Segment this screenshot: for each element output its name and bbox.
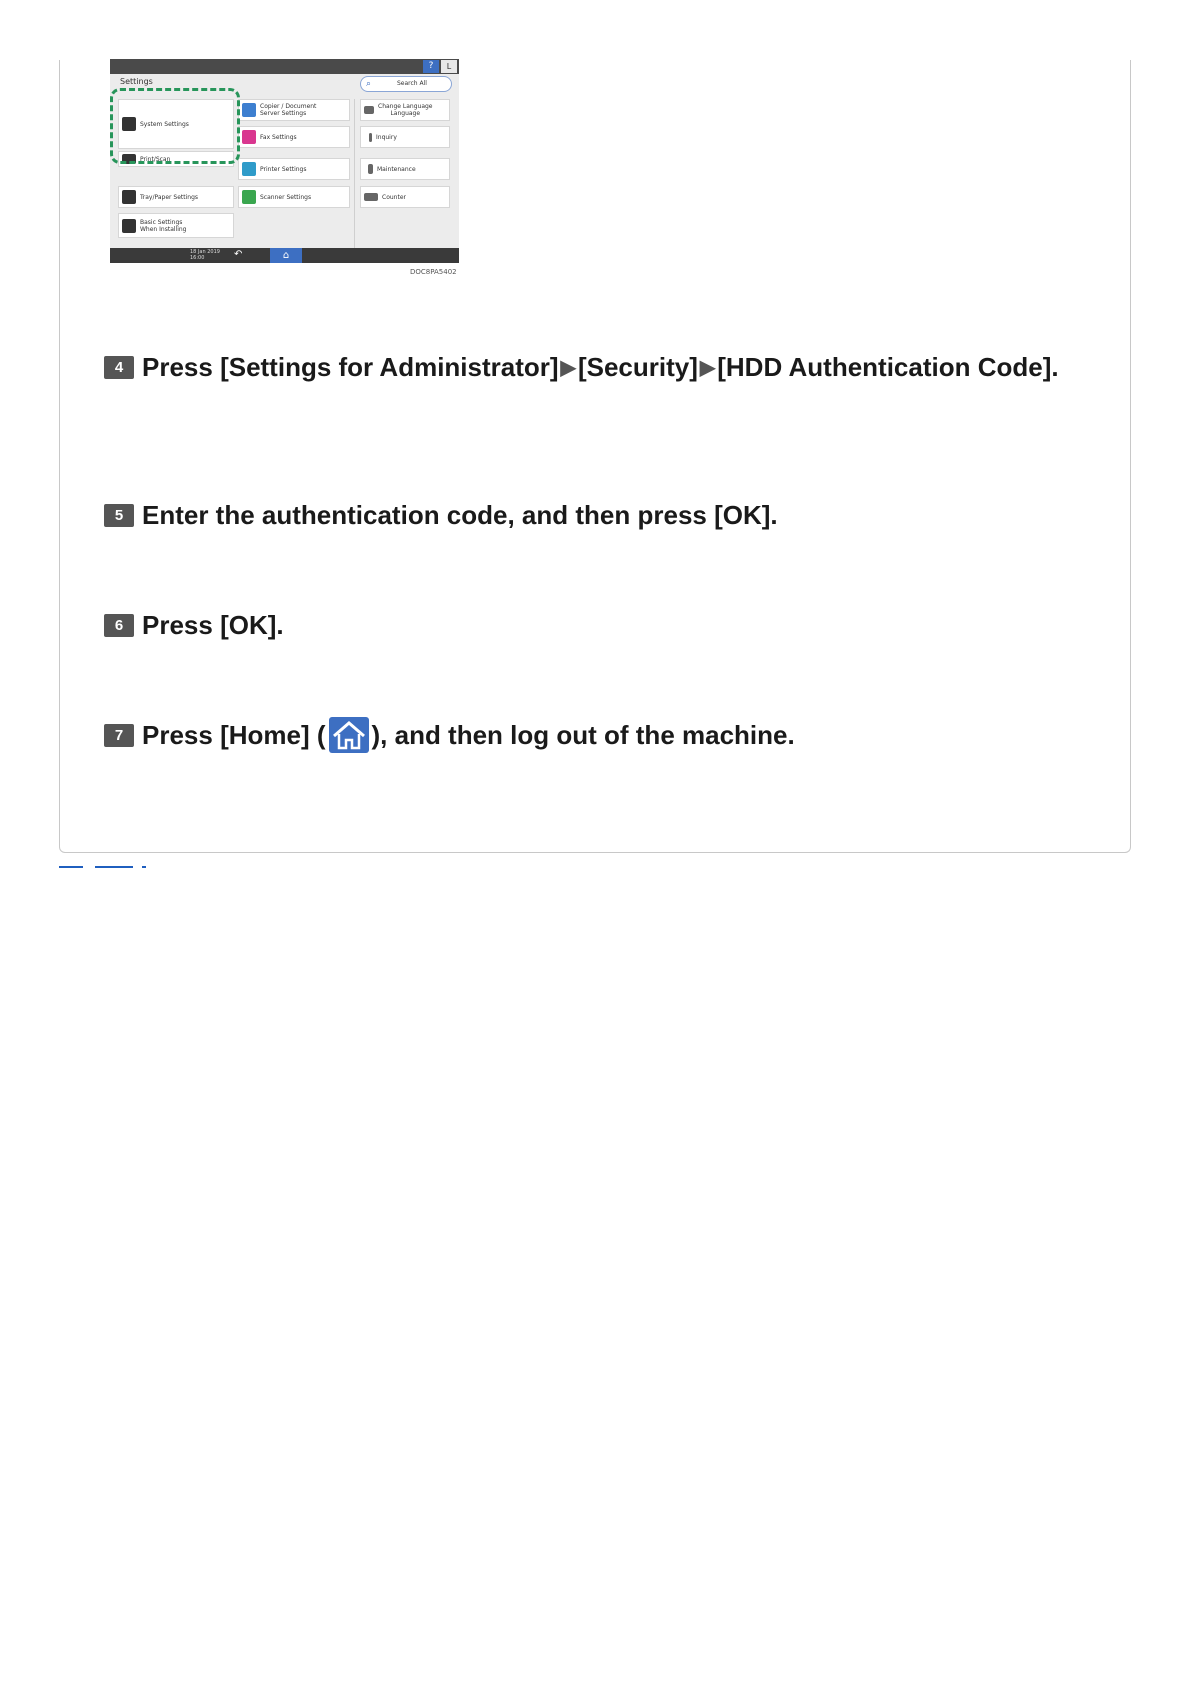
scanner-icon bbox=[242, 190, 256, 204]
step-number: 6 bbox=[104, 614, 134, 637]
fax-icon bbox=[242, 130, 256, 144]
counter-icon bbox=[364, 193, 378, 201]
figure-code: DOC8PA5402 bbox=[410, 268, 457, 276]
help-icon: ? bbox=[423, 60, 439, 73]
change-language-button: Change Language Language bbox=[360, 99, 450, 121]
step-text: Press [OK]. bbox=[142, 610, 284, 640]
footer-link[interactable] bbox=[95, 866, 133, 868]
scanner-settings-button: Scanner Settings bbox=[238, 186, 350, 208]
copier-icon bbox=[242, 103, 256, 117]
copier-document-settings-button: Copier / Document Server Settings bbox=[238, 99, 350, 121]
step-number: 4 bbox=[104, 356, 134, 379]
counter-button: Counter bbox=[360, 186, 450, 208]
panel-home-icon: ⌂ bbox=[270, 248, 302, 263]
tools-icon bbox=[122, 219, 136, 233]
user-icon: L bbox=[441, 60, 457, 73]
printer-settings-icon bbox=[242, 162, 256, 176]
search-all-button: ⌕ Search All bbox=[360, 76, 452, 92]
arrow-icon: ▶ bbox=[560, 357, 576, 379]
panel-divider bbox=[354, 99, 355, 254]
back-icon: ↶ bbox=[234, 249, 243, 260]
panel-top-bar bbox=[110, 59, 459, 74]
footer-link[interactable] bbox=[142, 866, 146, 868]
print-scan-button: Print/Scan bbox=[118, 151, 234, 167]
printer-settings-button: Printer Settings bbox=[238, 158, 350, 180]
inquiry-button: Inquiry bbox=[360, 126, 450, 148]
panel-clock: 18 Jan 2019 16:00 bbox=[190, 249, 220, 261]
basic-settings-button: Basic Settings When Installing bbox=[118, 213, 234, 238]
search-icon: ⌕ bbox=[366, 79, 372, 89]
footer-link[interactable] bbox=[59, 866, 83, 868]
info-icon bbox=[369, 133, 372, 142]
language-icon bbox=[364, 106, 374, 114]
system-settings-button: System Settings bbox=[118, 99, 234, 149]
panel-bottom-bar bbox=[110, 248, 459, 263]
step-text: Enter the authentication code, and then press [OK]. bbox=[142, 500, 778, 530]
step-number: 7 bbox=[104, 724, 134, 747]
step-text: Press [Home] ( ), and then log out of the machine. bbox=[142, 716, 1062, 755]
wrench-icon bbox=[368, 164, 373, 174]
home-icon bbox=[329, 717, 369, 753]
system-settings-highlight bbox=[110, 88, 240, 164]
panel-title: Settings bbox=[120, 77, 153, 86]
maintenance-button: Maintenance bbox=[360, 158, 450, 180]
step-number: 5 bbox=[104, 504, 134, 527]
fax-settings-button: Fax Settings bbox=[238, 126, 350, 148]
step-text: Press [Settings for Administrator] ▶[Security] ▶[HDD Authentication Code]. bbox=[142, 352, 1059, 382]
paper-icon bbox=[122, 190, 136, 204]
tray-paper-settings-button: Tray/Paper Settings bbox=[118, 186, 234, 208]
arrow-icon: ▶ bbox=[699, 357, 716, 379]
